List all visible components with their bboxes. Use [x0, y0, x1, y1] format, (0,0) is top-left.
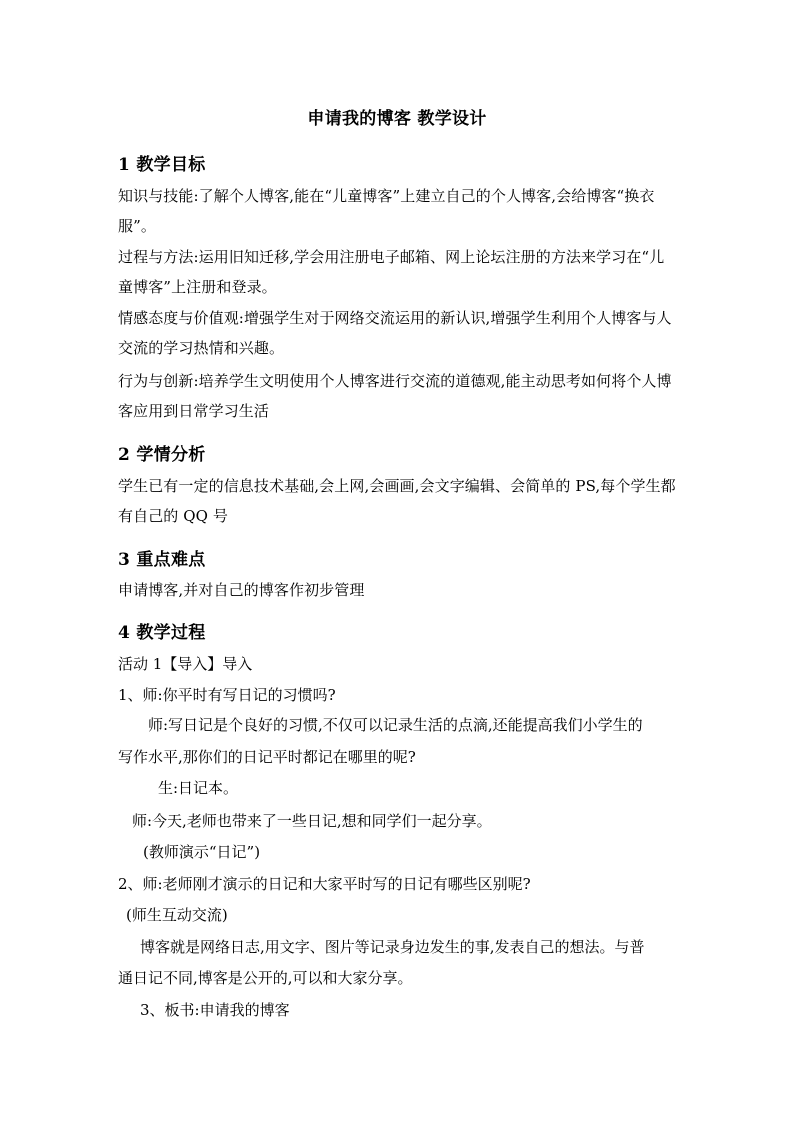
- analysis-text: 学生已有一定的信息技术基础,会上网,会画画,会文字编辑、会简单的 PS,每个学生都有自己的 QQ 号: [118, 477, 676, 525]
- objective-attitude: 情感态度与价值观:增强学生对于网络交流运用的新认识,增强学生利用个人博客与人交流的学习热情和兴趣。: [118, 309, 672, 357]
- document-title: 申请我的博客 教学设计: [307, 109, 487, 129]
- process-line: (师生互动交流): [126, 906, 228, 924]
- process-line: 2、师:老师刚才演示的日记和大家平时写的日记有哪些区别呢?: [118, 875, 531, 893]
- process-line: (教师演示“日记”): [143, 843, 261, 861]
- objective-process: 过程与方法:运用旧知迁移,学会用注册电子邮箱、网上论坛注册的方法来学习在“儿童博客”上注册和登录。: [118, 248, 665, 296]
- process-line: 3、板书:申请我的博客: [140, 1001, 290, 1019]
- process-line: 师:今天,老师也带来了一些日记,想和同学们一起分享。: [132, 812, 492, 830]
- section-heading-objectives: 1 教学目标: [118, 155, 206, 175]
- process-line: 生:日记本。: [158, 779, 239, 797]
- process-line: 1、师:你平时有写日记的习惯吗?: [118, 686, 336, 704]
- section-heading-keypoints: 3 重点难点: [118, 550, 206, 570]
- process-line: 博客就是网络日志,用文字、图片等记录身边发生的事,发表自己的想法。与普: [140, 938, 645, 956]
- process-line: 写作水平,那你们的日记平时都记在哪里的呢?: [118, 748, 416, 766]
- section-heading-analysis: 2 学情分析: [118, 445, 206, 465]
- process-line: 通日记不同,博客是公开的,可以和大家分享。: [118, 969, 413, 987]
- objective-behavior: 行为与创新:培养学生文明使用个人博客进行交流的道德观,能主动思考如何将个人博客应用到日常学习生活: [118, 372, 672, 420]
- process-line: 活动 1【导入】导入: [118, 655, 253, 673]
- process-line: 师:写日记是个良好的习惯,不仅可以记录生活的点滴,还能提高我们小学生的: [148, 716, 643, 734]
- keypoints-text: 申请博客,并对自己的博客作初步管理: [118, 581, 365, 599]
- objective-knowledge: 知识与技能:了解个人博客,能在“儿童博客”上建立自己的个人博客,会给博客“换衣服”。: [118, 187, 655, 235]
- section-heading-process: 4 教学过程: [118, 623, 206, 643]
